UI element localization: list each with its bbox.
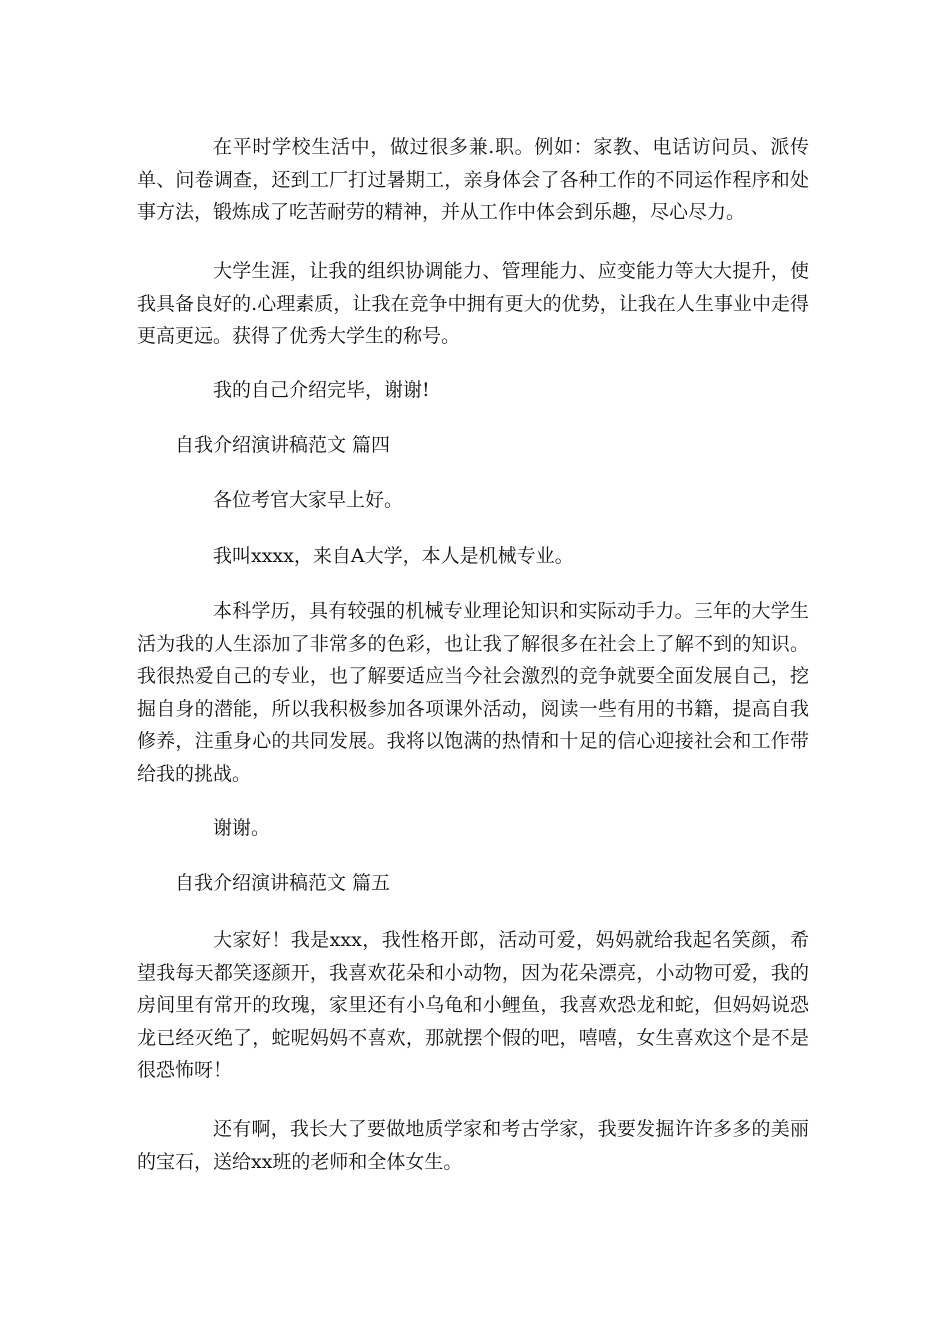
- paragraph-closing-thanks: 我的自己介绍完毕，谢谢!: [213, 379, 430, 401]
- paragraph-name-intro: 我叫xxxx，来自A大学，本人是机械专业。: [213, 545, 574, 567]
- section-heading-part-four: 自我介绍演讲稿范文 篇四: [175, 434, 391, 456]
- paragraph-child-intro: 大家好！我是xxx，我性格开郎，活动可爱，妈妈就给我起名笑颜，希望我每天都笑逐颜开，我喜欢花朵和小动物，因为花朵漂亮，小动物可爱，我的房间里有常开的玫瑰，家里还有小乌龟和小鲤鱼，我喜欢恐龙和蛇，但妈妈说恐龙已经灭绝了，蛇呢妈妈不喜欢，那就摆个假的吧，嘻嘻，女生喜欢这个是不是很恐怖呀！: [137, 929, 809, 1081]
- paragraph-thanks: 谢谢。: [213, 817, 271, 839]
- paragraph-education: 本科学历，具有较强的机械专业理论知识和实际动手力。三年的大学生活为我的人生添加了非常多的色彩，也让我了解很多在社会上了解不到的知识。我很热爱自己的专业，也了解要适应当今社会激烈的竞争就要全面发展自己，挖掘自身的潜能，所以我积极参加各项课外活动，阅读一些有用的书籍，提高自我修养，注重身心的共同发展。我将以饱满的热情和十足的信心迎接社会和工作带给我的挑战。: [137, 600, 809, 785]
- section-heading-part-five: 自我介绍演讲稿范文 篇五: [175, 872, 391, 894]
- paragraph-future-dream: 还有啊，我长大了要做地质学家和考古学家，我要发掘许许多多的美丽的宝石，送给xx班的老师和全体女生。: [137, 1118, 809, 1173]
- paragraph-college-life: 大学生涯，让我的组织协调能力、管理能力、应变能力等大大提升，使我具备良好的.心理素质，让我在竞争中拥有更大的优势，让我在人生事业中走得更高更远。获得了优秀大学生的称号。: [137, 260, 809, 347]
- paragraph-greeting-examiners: 各位考官大家早上好。: [213, 489, 404, 511]
- paragraph-part-time-jobs: 在平时学校生活中，做过很多兼.职。例如：家教、电话访问员、派传单、问卷调查，还到工厂打过暑期工，亲身体会了各种工作的不同运作程序和处事方法，锻炼成了吃苦耐劳的精神，并从工作中体会到乐趣，尽心尽力。: [137, 136, 809, 223]
